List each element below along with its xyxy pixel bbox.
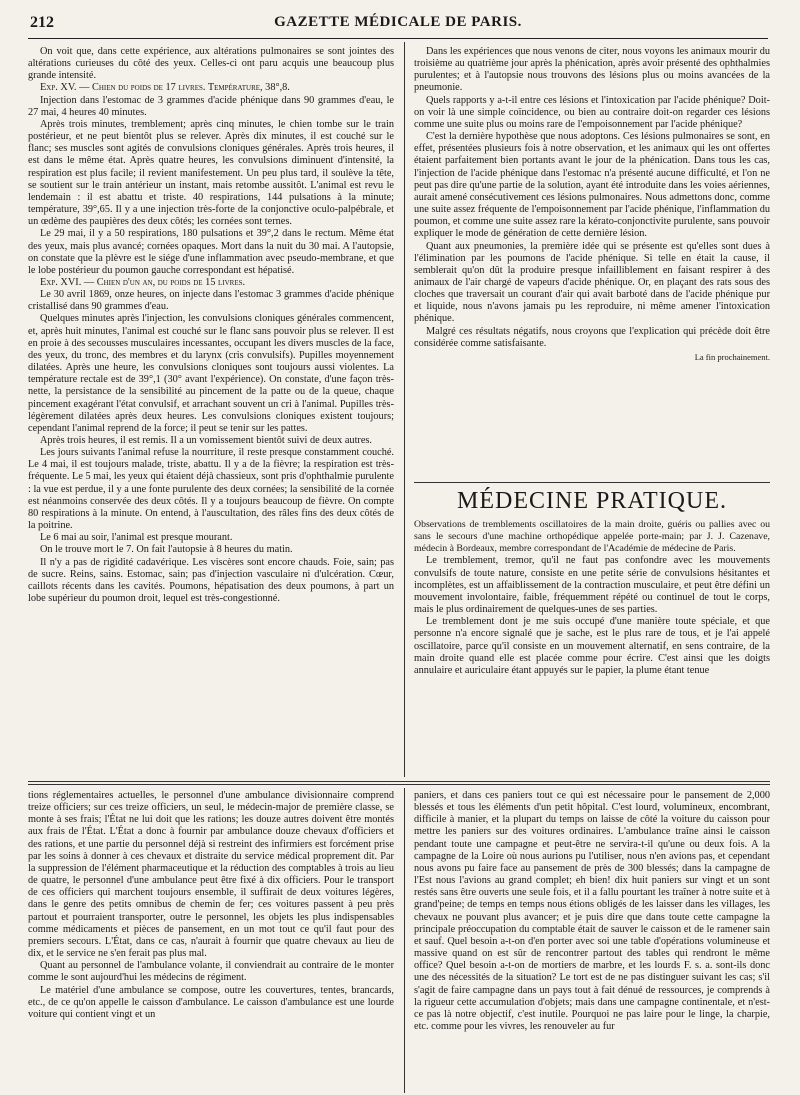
paragraph: Le 6 mai au soir, l'animal est presque mourant. [40,532,233,544]
horizontal-divider [28,781,770,782]
medecine-pratique-section [414,487,770,777]
paragraph: Quels rapports y a-t-il entre ces lésions et l'intoxication par l'acide phénique? Doit-on voir là une simple coïncidence, ou bien au contraire doit-on regarder ces lésions comme une suite plus ou moins rare de l'empoisonnement par l'acide phénique? [414,94,770,130]
paragraph: Le 29 mai, il y a 50 respirations, 180 pulsations et 39°,2 dans le rectum. Même état des yeux, mais plus avancé; cornées opaques. Mort dans la nuit du 30 mai. A l'autopsie, on constate que la plèvre est le siége d'une inflammation avec pseudo-membrane, et que le lobe postérieur du poumon gauche correspondant est hépatisé. [28,228,394,276]
paragraph: Le tremblement, tremor, qu'il ne faut pas confondre avec les mouvements convulsifs de toute nature, consiste en une petite série de convulsions hésitantes et incomplètes, est un affaiblissement de la contraction musculaire, et peut être défini un mouvement involontaire, faible, fréquemment répété ou continuel de tout le corps, mais le plus ordinairement de quelques-unes de ses parties. [414,555,770,616]
experiment-15-title: Exp. XV. — Chien du poids de 17 livres. Température, 38°,8. [40,82,290,94]
column-bottom-left [28,790,394,1090]
paragraph: Injection dans l'estomac de 3 grammes d'acide phénique dans 90 grammes d'eau, le 27 mai, 4 heures 40 minutes. [28,94,394,118]
paragraph: Le 30 avril 1869, onze heures, on injecte dans l'estomac 3 grammes d'acide phénique cristallisé dans 90 grammes d'eau. [28,289,394,313]
journal-title: GAZETTE MÉDICALE DE PARIS. [274,14,522,30]
horizontal-divider-2 [28,784,770,785]
paragraph: C'est la dernière hypothèse que nous adoptons. Ces lésions pulmonaires se sont, en effet, présentées plusieurs fois à notre observation, et les animaux qui les ont offertes étaient parfaitement bien portants avant le jour de la phénication. Dans tous les cas, l'injection de l'acide phénique dans l'estomac n'a présenté aucune difficulté, et l'on ne peut pas dire qu'une partie de la solution, ayant été introduite dans les voies aériennes, aurait amené consécutivement ces lésions pulmonaires. Nous admettons donc, comme une suite assez fréquente de l'empoisonnement par l'acide phénique, l'inflammation du poumon, et comme une suite assez rare la kérato-conjonctivite purulente, sans pouvoir expliquer le mode de génération de cette dernière lésion. [414,131,770,240]
column-top-left [28,46,394,771]
paragraph: Après trois heures, il est remis. Il a un vomissement bientôt suivi de deux autres. [40,435,373,446]
column-divider-bottom [404,788,405,1093]
paragraph: Il n'y a pas de rigidité cadavérique. Les viscères sont encore chauds. Foie, sain; pas de sucre. Reins, sains. Estomac, sain; pas d'injection vasculaire ni d'ulcération. Cœur, caillots récents dans les cavités. Poumons, hépatisation des deux poumons, à part un lobe supérieur du poumon droit, lequel est très-congestionné. [28,556,394,605]
page-number: 212 [30,14,54,31]
intro-paragraph: On voit que, dans cette expérience, aux altérations pulmonaires se sont jointes des altérations curieuses du côté des yeux. Celles-ci ont paru acquis une beaucoup plus grande intensité. [28,46,394,82]
paragraph: Quant au personnel de l'ambulance volante, il conviendrait au contraire de le monter comme le sont aujourd'hui les médecins de régiment. [28,960,394,984]
observation-title: Observations de tremblements oscillatoires de la main droite, guéris ou pallies avec ou sans le secours d'une machine orthopédique appelée porte-main; par J. J. Cazenave, médecin à Bordeaux, membre correspondant de l'Académie de médecine de Paris. [414,519,770,555]
paragraph: Quant aux pneumonies, la première idée qui se présente est qu'elles sont dues à l'élimination par les poumons de l'acide phénique. Si telle en était la cause, il semblerait qu'on dût la produire presque infailliblement en faisant respirer à des animaux de l'air chargé de vapeurs d'acide phénique. Or, en plaçant des rats sous des cloches que traversait un courant d'air qui avait barboté dans de l'acide phénique pur et liquide, nous n'avons jamais pu les reproduire, ni même amener l'intoxication phénique. [414,240,770,325]
paragraph: Le tremblement dont je me suis occupé d'une manière toute spéciale, et que personne n'a encore signalé que je sache, est le plus rare de tous, et je l'ai appelé oscillatoire, parce qu'il consiste en un mouvement alternatif, en sens contraire, de la main droite quand elle est placée comme pour écrire. C'est ainsi que les doigts annulaire et auriculaire étant appuyés sur le papier, la plume étant tenue [414,616,770,676]
column-bottom-right [414,790,770,1090]
paragraph: Malgré ces résultats négatifs, nous croyons que l'explication qui précède doit être considérée comme satisfaisante. [414,325,770,349]
page-header [28,12,768,39]
experiment-16-title: Exp. XVI. — Chien d'un an, du poids de 15 livres. [40,276,246,288]
paragraph: Après trois minutes, tremblement; après cinq minutes, le chien tombe sur le train postérieur, et ne peut bientôt plus se relever. Après dix minutes, il est couché sur le flanc; ses muscles sont agités de convulsions cloniques générales. Après trois heures, il est dans le même état. Après quatre heures, les convulsions diminuent d'intensité, la respiration est plus facile; il revient manifestement. Un peu plus tard, il soulève la tête, se soutient sur le train antérieur un instant, mais retombe aussitôt. L'animal est revu le lendemain : il est abattu et triste. 40 respirations, 144 pulsations à la minute; température, 39°,65. Il y a une injection très-forte de la conjonctive oculo-palpébrale, et un œdème des paupières des deux côtés; les cornées sont ternes. [28,118,394,228]
column-divider-top [404,42,405,777]
paragraph: Le matériel d'une ambulance se compose, outre les couvertures, tentes, brancards, etc., de ce qu'on appelle le caisson d'ambulance. Le caisson d'ambulance est une lourde voiture qui contient vingt et un [28,984,394,1020]
continuation-note: La fin prochainement. [694,351,770,362]
paragraph: Dans les expériences que nous venons de citer, nous voyons les animaux mourir du troisième au quatrième jour après la phénication, après avoir présenté des ophthalmies purulentes; et à l'autopsie nous trouvons des lésions plus ou moins avancées de la pneumonie. [414,46,770,94]
paragraph: tions réglementaires actuelles, le personnel d'une ambulance divisionnaire comprend treize officiers; sur ces treize officiers, un seul, le médecin-major de première classe, se monte à ses frais; l'État ne lui doit que les rations; les douze autres doivent être montés aux frais de l'État. L'État a donc à fournir par ambulance douze chevaux d'officiers et des rations, et une partie du personnel déjà si restreint des infirmiers est forcément prise par les soins à donner à ces chevaux et distraite du service médical proprement dit. Par la suppression de l'élément pharmaceutique et la réduction des comptables à trois au lieu de quatre, le personnel d'une ambulance peut être fixé à dix officiers. Pour le transport de ces officiers qui marchent toujours ensemble, il suffirait de deux voitures légères, dans le genre des petits omnibus de chemin de fer; ces voitures passent à peu près partout et pourraient transporter, outre le personnel, les objets les plus indispensables comme médicaments et pièces de pansement, en un mot tout ce qu'il faut pour des premiers secours. L'État, dans ce cas, n'aurait à fournir que quatre chevaux au lieu de dix, et le service ne s'en ferait pas plus mal. [28,790,394,960]
paragraph: Les jours suivants l'animal refuse la nourriture, il reste presque constamment couché. Le 4 mai, il est toujours malade, triste, abattu. Il y a de la fièvre; la respiration est très-fréquente. Le 5 mai, les yeux qui étaient déjà chassieux, sont pris d'ophthalmie purulente : la vue est perdue, il y a une fonte purulente des deux cornées; la sensibilité de la cornée est néanmoins conservée des deux côtés. Il y a toujours beaucoup de fièvre. On compte 80 respirations à la minute. On entend, à l'auscultation, des râles fins des deux côtés de la poitrine. [28,447,394,532]
section-title: MÉDECINE PRATIQUE. [457,488,727,514]
paragraph: Quelques minutes après l'injection, les convulsions cloniques générales commencent, et, après huit minutes, l'animal est couché sur le flanc sans pouvoir plus se relever. Il est en proie à des secousses musculaires incessantes, occupant les divers muscles de la face, des yeux, du tronc, des membres et du larynx (cris convulsifs). Pupilles moyennement dilatées. Après une heure, les convulsions cloniques sont toujours aussi violentes. La température rectale est de 39°,1 (30° avant l'expérience). On constate, d'une façon très-nette, la persistance de la sensibilité au pincement de la patte ou de la queue, chaque pincement exagérant l'état convulsif, et arrachant souvent un cri à l'animal. Pupilles très-légèrement dilatées après deux heures. Les convulsions cloniques existent toujours; cependant l'animal reprend de la force; il peut se tenir sur les pattes. [28,313,394,434]
section-rule-medecine [414,482,770,483]
column-top-right [414,46,770,478]
paragraph: paniers, et dans ces paniers tout ce qui est nécessaire pour le pansement de 2,000 blessés et tous les éléments d'un petit hôpital. C'est lourd, volumineux, encombrant, difficile à manier, et la plupart du temps on laisse de côté la voiture du caisson pour mettre les paniers sur des voitures ordinaires. L'ambulance traîne ainsi le caisson pendant toute une campagne et peut-être ne servira-t-il qu'une ou deux fois. A la campagne de la Loire où nous aurions pu l'utiliser, nous n'en avions pas, et cependant nous avons pu faire face au pansement de près de 300 blessés; dans la campagne de l'Est nous l'avions au grand complet; eh bien! dix huit paniers sur vingt et un sont restés sans être ouverts une seule fois, et il a fallu pourtant les traîner à notre suite et à grand'peine; de temps en temps nous étions obligés de les laisser dans les villages, les chevaux ne pouvant plus avancer; et je puis dire que dans toute cette campagne la principale préoccupation du comptable était de sauver le caisson et de le ramener sain et sauf. Quel besoin a-t-on d'en porter avec soi une table d'opérations volumineuse et massive quand on est sûr de rencontrer partout des tables qui rendront le même office? Quel besoin a-t-on de mortiers de marbre, et les lourds F. s. a. sont-ils donc une des nécessités de la situation? Le tort est de ne pas distinguer suivant les cas; s'il s'agit de faire campagne dans un pays tout à fait dénué de ressources, je comprends à la rigueur cette accumulation d'objets; mais dans une campagne continentale, et n'est-ce pas là notre objectif, c'est inutile. Pourquoi ne pas laire pour le linge, la charpie, etc. comme pour les vivres, les renouveler au fur [414,790,770,1032]
paragraph: On le trouve mort le 7. On fait l'autopsie à 8 heures du matin. [40,544,293,556]
